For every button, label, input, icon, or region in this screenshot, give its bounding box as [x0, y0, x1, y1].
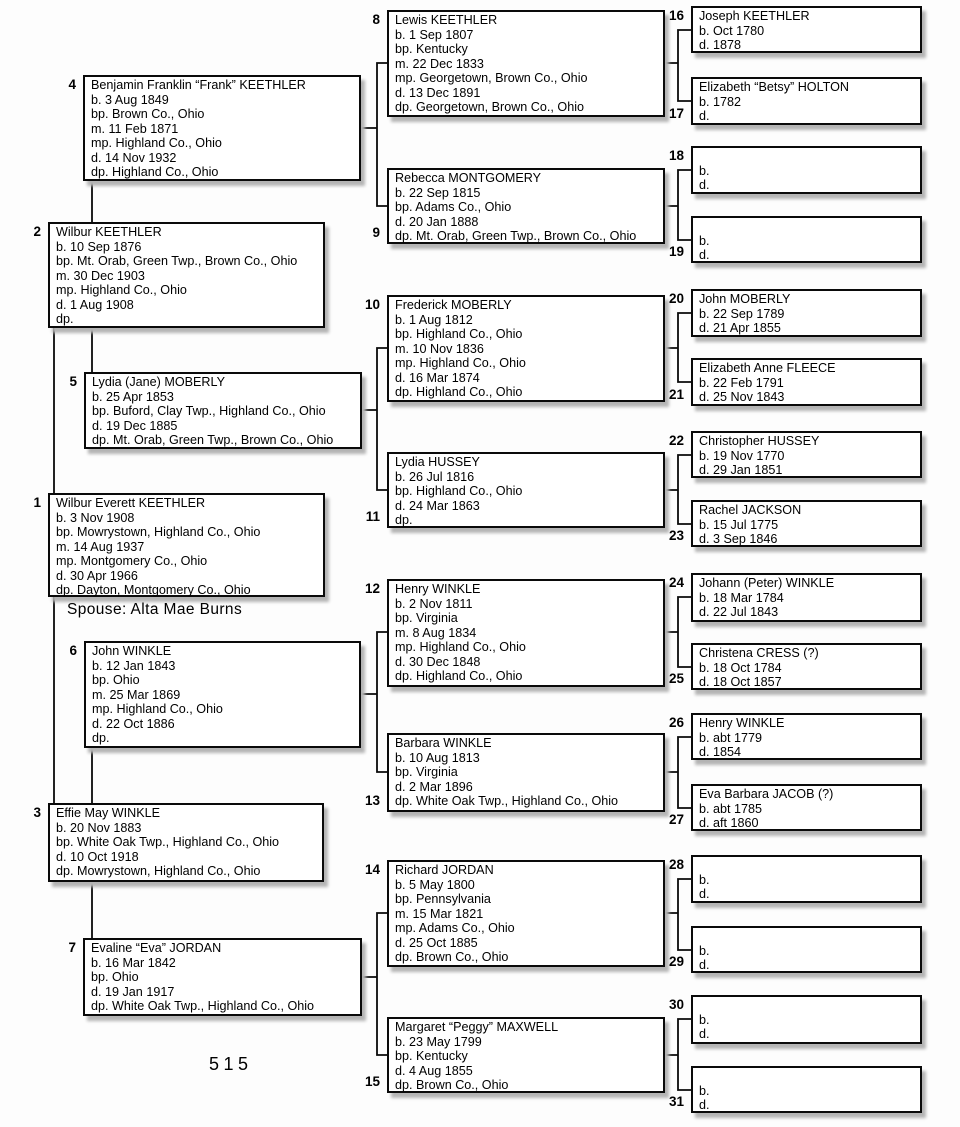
detail-line: dp. Georgetown, Brown Co., Ohio	[395, 100, 585, 114]
detail-line: bp. Highland Co., Ohio	[395, 327, 523, 341]
detail-line: dp.	[56, 312, 74, 326]
connector-14-to-28-29	[665, 879, 691, 950]
person-number-12: 12	[364, 581, 380, 596]
detail-line: d. 19 Dec 1885	[92, 418, 178, 433]
detail-line: dp. Highland Co., Ohio	[91, 165, 219, 179]
detail-line: bp. Mt. Orab, Green Twp., Brown Co., Ohio	[56, 254, 298, 268]
person-box-28	[668, 855, 922, 903]
detail-line: mp. Highland Co., Ohio	[56, 283, 187, 297]
detail-line: m. 11 Feb 1871	[91, 121, 179, 136]
detail-line: mp. Highland Co., Ohio	[92, 702, 223, 716]
detail-line: b. abt 1785	[699, 801, 763, 816]
person-details-10	[395, 298, 659, 400]
detail-line: dp.	[92, 731, 110, 745]
detail-line: d.	[699, 1098, 710, 1112]
person-details-26	[699, 716, 916, 760]
detail-line: b.	[699, 1012, 710, 1027]
person-details-5	[92, 375, 356, 448]
person-number-10: 10	[364, 297, 380, 312]
person-box-27	[668, 784, 922, 831]
person-box-16	[668, 6, 922, 53]
detail-line: m. 14 Aug 1937	[56, 539, 145, 554]
connector-8-to-16-17	[665, 30, 691, 101]
person-number-14: 14	[364, 862, 380, 877]
detail-line: d. 10 Oct 1918	[56, 849, 139, 864]
detail-line: Wilbur KEETHLER	[56, 225, 162, 239]
person-details-1	[56, 496, 319, 598]
detail-line: Henry WINKLE	[395, 582, 481, 596]
detail-line: bp. Ohio	[92, 673, 140, 687]
detail-line	[699, 149, 916, 164]
detail-line: Christopher HUSSEY	[699, 434, 820, 448]
person-number-28: 28	[668, 857, 684, 872]
person-number-1: 1	[33, 495, 41, 510]
detail-line: d.	[699, 887, 710, 901]
detail-line: dp. Mt. Orab, Green Twp., Brown Co., Ohio	[92, 433, 334, 447]
person-details-30	[699, 998, 916, 1042]
detail-line: Frederick MOBERLY	[395, 298, 512, 312]
detail-line: bp. Kentucky	[395, 1049, 468, 1063]
detail-line: mp. Highland Co., Ohio	[91, 136, 222, 150]
detail-line: d. 2 Mar 1896	[395, 779, 473, 794]
detail-line: mp. Highland Co., Ohio	[395, 640, 526, 654]
detail-line: d.	[699, 248, 710, 262]
person-number-19: 19	[668, 244, 684, 259]
person-box-17	[668, 77, 922, 125]
detail-line: Rachel JACKSON	[699, 503, 802, 517]
detail-line: dp. Mowrystown, Highland Co., Ohio	[56, 864, 261, 878]
detail-line: dp. Brown Co., Ohio	[395, 1078, 509, 1092]
person-number-9: 9	[372, 225, 380, 240]
detail-line: bp. Brown Co., Ohio	[91, 107, 205, 121]
connector-10-to-20-21	[665, 313, 691, 382]
person-box-12	[364, 579, 665, 687]
page-number: 515	[209, 1054, 253, 1074]
person-box-30	[668, 995, 922, 1044]
detail-line: mp. Georgetown, Brown Co., Ohio	[395, 71, 588, 85]
detail-line: bp. Highland Co., Ohio	[395, 484, 523, 498]
detail-line: Lydia (Jane) MOBERLY	[92, 375, 225, 389]
detail-line: d. 25 Nov 1843	[699, 390, 785, 404]
detail-line: b. 1 Aug 1812	[395, 312, 473, 327]
detail-line: b. 10 Aug 1813	[395, 750, 480, 765]
detail-line: d. 30 Apr 1966	[56, 568, 138, 583]
detail-line: d. 22 Jul 1843	[699, 605, 779, 619]
person-box-6	[69, 641, 361, 748]
detail-line: Elizabeth Anne FLEECE	[699, 361, 836, 375]
detail-line: dp. Brown Co., Ohio	[395, 950, 509, 964]
detail-line: d.	[699, 958, 710, 972]
person-details-12	[395, 582, 659, 684]
person-details-15	[395, 1020, 659, 1093]
person-details-24	[699, 576, 916, 620]
person-box-22	[668, 431, 922, 478]
detail-line: dp.	[395, 513, 413, 527]
person-details-21	[699, 361, 916, 405]
detail-line	[699, 929, 916, 944]
detail-line: d. 3 Sep 1846	[699, 532, 778, 546]
detail-line: b. 1 Sep 1807	[395, 27, 474, 42]
person-box-1	[33, 493, 325, 597]
detail-line: m. 8 Aug 1834	[395, 625, 477, 640]
person-details-19	[699, 219, 916, 263]
detail-line: b.	[699, 1083, 710, 1098]
person-details-7	[91, 941, 356, 1014]
detail-line: d. 16 Mar 1874	[395, 370, 480, 385]
person-details-14	[395, 863, 659, 965]
detail-line: Effie May WINKLE	[56, 806, 161, 820]
detail-line	[699, 858, 916, 873]
person-number-24: 24	[668, 575, 684, 590]
person-number-7: 7	[68, 940, 76, 955]
person-number-29: 29	[668, 954, 684, 969]
person-details-11	[395, 455, 659, 528]
detail-line: Margaret “Peggy” MAXWELL	[395, 1020, 559, 1034]
connector-4-to-8-9	[361, 63, 387, 206]
person-number-11: 11	[365, 509, 380, 524]
detail-line: d. 1854	[699, 745, 742, 759]
detail-line: b. 23 May 1799	[395, 1034, 482, 1049]
detail-line: b. 3 Nov 1908	[56, 510, 135, 525]
detail-line: bp. Pennsylvania	[395, 892, 491, 906]
detail-line: d. 30 Dec 1848	[395, 654, 481, 669]
detail-line: d. 1878	[699, 38, 742, 52]
person-details-3	[56, 806, 318, 879]
person-box-4	[68, 75, 361, 181]
detail-line: b. 22 Sep 1789	[699, 306, 785, 321]
person-box-11	[365, 452, 665, 528]
detail-line: m. 30 Dec 1903	[56, 268, 145, 283]
person-number-26: 26	[668, 715, 684, 730]
detail-line: b. 19 Nov 1770	[699, 448, 785, 463]
person-details-16	[699, 9, 916, 53]
detail-line: Elizabeth “Betsy” HOLTON	[699, 80, 850, 94]
detail-line: dp. Highland Co., Ohio	[395, 669, 523, 683]
person-details-22	[699, 434, 916, 478]
detail-line: d. 20 Jan 1888	[395, 214, 479, 229]
detail-line: bp. Ohio	[91, 970, 139, 984]
connector-12-to-24-25	[665, 597, 691, 667]
detail-line: John WINKLE	[92, 644, 172, 658]
detail-line: d. aft 1860	[699, 816, 759, 830]
detail-line: mp. Montgomery Co., Ohio	[56, 554, 208, 568]
detail-line: d. 13 Dec 1891	[395, 85, 481, 100]
detail-line: b. abt 1779	[699, 730, 763, 745]
person-box-21	[668, 358, 922, 406]
detail-line	[699, 998, 916, 1013]
connector-7-to-14-15	[362, 913, 387, 1055]
detail-line: Richard JORDAN	[395, 863, 494, 877]
person-number-21: 21	[668, 387, 684, 402]
person-number-27: 27	[668, 812, 684, 827]
detail-line: b. 22 Feb 1791	[699, 375, 784, 390]
person-details-8	[395, 13, 659, 115]
person-details-28	[699, 858, 916, 902]
person-details-20	[699, 292, 916, 336]
detail-line: m. 22 Dec 1833	[395, 56, 484, 71]
person-box-2	[33, 222, 325, 328]
detail-line: d. 25 Oct 1885	[395, 935, 478, 950]
person-number-6: 6	[69, 643, 77, 658]
detail-line	[699, 219, 916, 234]
detail-line: d.	[699, 1027, 710, 1041]
detail-line: Christena CRESS (?)	[699, 646, 819, 660]
detail-line: bp. Virginia	[395, 765, 458, 779]
person-box-19	[668, 216, 922, 263]
detail-line: bp. Adams Co., Ohio	[395, 200, 512, 214]
detail-line: Benjamin Franklin “Frank” KEETHLER	[91, 78, 306, 92]
person-number-31: 31	[668, 1094, 684, 1109]
person-box-8	[372, 10, 665, 117]
detail-line: dp. White Oak Twp., Highland Co., Ohio	[395, 794, 619, 808]
person-box-3	[33, 803, 324, 882]
detail-line: Lydia HUSSEY	[395, 455, 480, 469]
person-box-26	[668, 713, 922, 760]
detail-line: b. 12 Jan 1843	[92, 658, 176, 673]
person-box-7	[68, 938, 362, 1016]
detail-line: bp. White Oak Twp., Highland Co., Ohio	[56, 835, 280, 849]
detail-line: b. 2 Nov 1811	[395, 596, 473, 611]
detail-line: d. 29 Jan 1851	[699, 463, 783, 477]
person-details-31	[699, 1069, 916, 1113]
detail-line: b.	[699, 233, 710, 248]
detail-line: b. 25 Apr 1853	[92, 389, 174, 404]
detail-line: d. 24 Mar 1863	[395, 498, 480, 513]
connector-11-to-22-23	[665, 455, 691, 524]
person-details-17	[699, 80, 916, 124]
detail-line: b. 20 Nov 1883	[56, 820, 142, 835]
person-number-23: 23	[668, 528, 684, 543]
detail-line: b. 18 Oct 1784	[699, 660, 782, 675]
person-box-23	[668, 500, 922, 547]
detail-line: Barbara WINKLE	[395, 736, 492, 750]
person-box-13	[364, 733, 665, 812]
person-details-29	[699, 929, 916, 973]
person-number-3: 3	[33, 805, 41, 820]
detail-line: bp. Mowrystown, Highland Co., Ohio	[56, 525, 261, 539]
detail-line: bp. Virginia	[395, 611, 458, 625]
person-number-20: 20	[668, 291, 684, 306]
person-details-23	[699, 503, 916, 547]
person-box-31	[668, 1066, 922, 1113]
person-box-20	[668, 289, 922, 337]
detail-line: Evaline “Eva” JORDAN	[91, 941, 222, 955]
detail-line: mp. Highland Co., Ohio	[395, 356, 526, 370]
detail-line: b. 3 Aug 1849	[91, 92, 169, 107]
detail-line: dp. Highland Co., Ohio	[395, 385, 523, 399]
detail-line: Henry WINKLE	[699, 716, 785, 730]
person-box-5	[69, 372, 362, 449]
detail-line: b. 16 Mar 1842	[91, 955, 176, 970]
detail-line: d. 18 Oct 1857	[699, 675, 782, 689]
detail-line: d.	[699, 178, 710, 192]
connector-15-to-30-31	[665, 1019, 691, 1090]
detail-line: b. Oct 1780	[699, 23, 765, 38]
detail-line: b.	[699, 163, 710, 178]
detail-line	[699, 1069, 916, 1084]
detail-line: dp. Dayton, Montgomery Co., Ohio	[56, 583, 251, 597]
detail-line: b.	[699, 943, 710, 958]
detail-line: d. 19 Jan 1917	[91, 984, 175, 999]
person-number-5: 5	[69, 374, 77, 389]
person-number-2: 2	[33, 224, 41, 239]
detail-line: m. 15 Mar 1821	[395, 906, 484, 921]
person-number-16: 16	[668, 8, 684, 23]
detail-line: m. 25 Mar 1869	[92, 687, 181, 702]
detail-line: b. 26 Jul 1816	[395, 469, 475, 484]
person-number-25: 25	[668, 671, 684, 686]
detail-line: d.	[699, 109, 710, 123]
detail-line: b. 15 Jul 1775	[699, 517, 779, 532]
detail-line: b. 5 May 1800	[395, 877, 475, 892]
person-details-18	[699, 149, 916, 193]
detail-line: b. 18 Mar 1784	[699, 590, 784, 605]
person-box-9	[372, 168, 665, 244]
detail-line: mp. Adams Co., Ohio	[395, 921, 515, 935]
person-number-22: 22	[668, 433, 684, 448]
detail-line: b. 1782	[699, 94, 742, 109]
person-details-4	[91, 78, 355, 180]
person-number-17: 17	[668, 106, 684, 121]
person-details-9	[395, 171, 659, 244]
person-details-25	[699, 646, 916, 690]
person-number-18: 18	[668, 148, 684, 163]
person-number-4: 4	[68, 77, 76, 92]
detail-line: Lewis KEETHLER	[395, 13, 498, 27]
person-details-27	[699, 787, 916, 831]
detail-line: bp. Buford, Clay Twp., Highland Co., Ohio	[92, 404, 326, 418]
person-box-15	[364, 1017, 665, 1093]
person-box-10	[364, 295, 665, 402]
person-number-15: 15	[364, 1074, 380, 1089]
detail-line: b.	[699, 872, 710, 887]
connector-6-to-12-13	[361, 632, 387, 772]
person-number-30: 30	[668, 997, 684, 1012]
connector-5-to-10-11	[362, 348, 387, 490]
detail-line: d. 1 Aug 1908	[56, 297, 134, 312]
person-box-24	[668, 573, 922, 622]
detail-line: d. 4 Aug 1855	[395, 1063, 473, 1078]
detail-line: b. 10 Sep 1876	[56, 239, 142, 254]
person-number-13: 13	[364, 793, 380, 808]
detail-line: bp. Kentucky	[395, 42, 468, 56]
detail-line: Joseph KEETHLER	[699, 9, 810, 23]
detail-line: b. 22 Sep 1815	[395, 185, 481, 200]
detail-line: Johann (Peter) WINKLE	[699, 576, 835, 590]
person-box-14	[364, 860, 665, 967]
detail-line: dp. Mt. Orab, Green Twp., Brown Co., Ohio	[395, 229, 637, 243]
detail-line: dp. White Oak Twp., Highland Co., Ohio	[91, 999, 315, 1013]
spouse-note: Spouse: Alta Mae Burns	[67, 601, 243, 618]
person-details-13	[395, 736, 659, 809]
person-number-8: 8	[372, 12, 380, 27]
detail-line: d. 14 Nov 1932	[91, 150, 177, 165]
person-details-6	[92, 644, 355, 746]
detail-line: Rebecca MONTGOMERY	[395, 171, 542, 185]
person-box-25	[668, 643, 922, 690]
detail-line: Wilbur Everett KEETHLER	[56, 496, 206, 510]
person-details-2	[56, 225, 319, 327]
person-box-18	[668, 146, 922, 194]
detail-line: m. 10 Nov 1836	[395, 341, 484, 356]
detail-line: Eva Barbara JACOB (?)	[699, 787, 834, 801]
connector-9-to-18-19	[665, 170, 691, 240]
person-box-29	[668, 926, 922, 973]
detail-line: d. 22 Oct 1886	[92, 716, 175, 731]
connector-13-to-26-27	[665, 737, 691, 808]
detail-line: John MOBERLY	[699, 292, 791, 306]
detail-line: d. 21 Apr 1855	[699, 321, 781, 335]
